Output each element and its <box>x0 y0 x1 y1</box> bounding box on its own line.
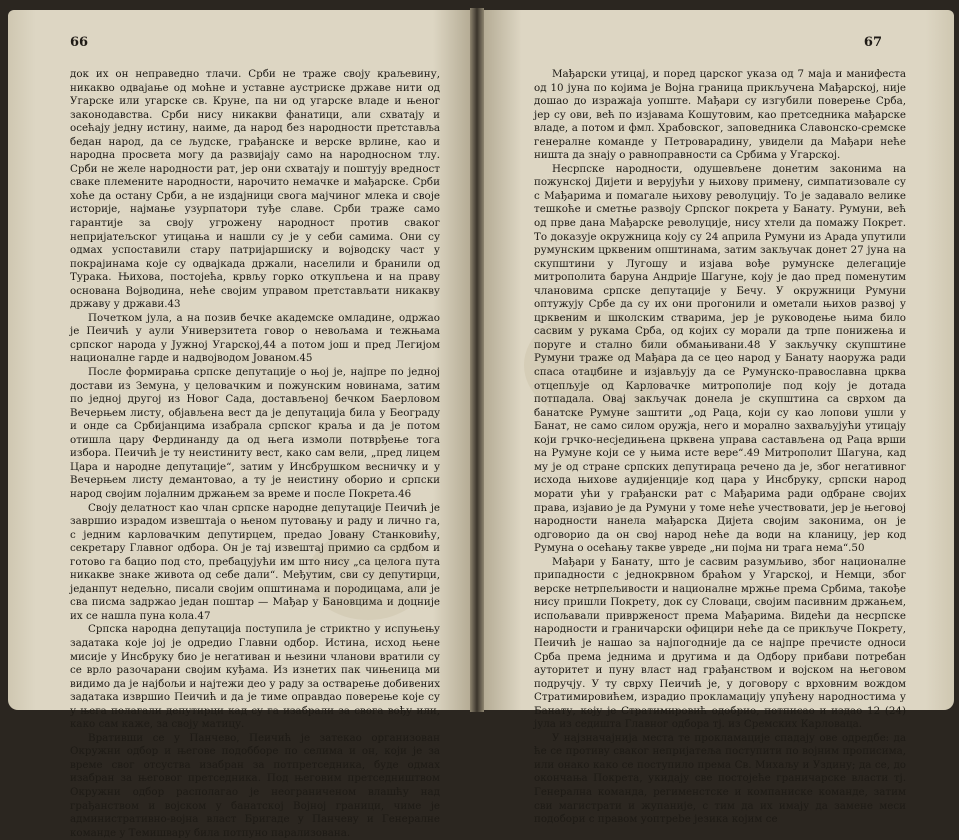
paragraph: У најзначајнија места те прокламације спадају ове одредбе: да ће се противу сваког непријатеља поступити по војним прописима, или онако како се поступило према Св. Михаљу и Уздину; да се, до окончања Покрета, укидају све постојеће граничарске власти тј. Генерална команда, регименстске и компаниске команде, затим сви магистрати и жупаније, с тим да их имају да замене меси подобори с правом уоптреbe језика којим се <box>534 731 906 826</box>
right-page <box>484 10 954 826</box>
book-gutter <box>470 8 484 712</box>
paragraph: Почетком јула, а на позив бечке академске омладине, одржао је Пеичић у аули Универзитета говор о невољама и тежњама српског народа у Јужној Угарској,44 а потом још и пред Легијом националне гарде и надвојводом Јованом.45 <box>70 311 440 365</box>
left-page <box>8 10 470 839</box>
page-number-right: 67 <box>863 35 882 50</box>
paragraph: Мађари у Банату, што је сасвим разумљиво, због националне припадности с једнокрвном браћом у Угарској, и Немци, због верске нетрпељивости и националне мржње према Србима, такође нису пришли Покрету, док су Словаци, својим пасивним држањем, испољавали привржeност према Мађарима. Видећи да несрпске народности и граничарски официри неће да се прикључе Покрету, Пеичић је нашао за најпогодније да се најпре пречисте односи Срба према једнима и другима и да Одбору прибави потребан ауторитет и пуну власт над грађанством и војском на његовом подручју. У ту сврху Пеичић је, у договору с врховним вождом Стратимировићем, израдио прокламацију упућену народностима у Банату, коју је Стратимировић одобрио, потписао и издао 12 (24) јула из седишта Главног одбора тј. из Сремских Карловаца. <box>534 555 906 731</box>
paragraph: После формирања српске депутације о њој је, најпре по једној достави из Земуна, у целовачким и пожунским новинама, затим по једној другој из Новог Сада, достављеној бечком Баерловом Вечерњем листу, објављена вест да је депутација била у Београду и онде са Србијанцима изабрала српског краља и да је потом отишла цару Фердинанду да од њега измоли потврђење тога избора. Пеичић је ту неистиниту вест, како сам вели, „пред лицем Цара и народне депутације“, затим у Инсбрушком весничку и у Вечерњем листу демантовао, а ту је неистину оборио и српски народ својим лојалним држањем за време и после Покрета.46 <box>70 366 440 500</box>
left-page-text <box>70 68 440 840</box>
paragraph: Мађарски утицај, и поред царског указа од 7 маја и манифеста од 10 јуна по којима је Војна граница прикључена Мађарској, није дошао до изражаја уопште. Мађари су изгубили поверење Срба, јер су ови, већ по изјавама Кошутовим, као претседника мађарске владе, а потом и фмл. Храбовског, заповедника Славонско-сремске генералне команде у Петроварадину, увидели да Мађари неће ништа да знају о равноправности са Србима у Угарској. <box>534 68 906 162</box>
paragraph: Српска народна депутација поступила је стриктно у испуњењу задатака које јој је одредио Главни одбор. Истина, исход њене мисије у Инсбруку био је негативан и њезини чланови вратили су се врло разочарани својим куђама. Из изнетих пак чињеница ми видимо да је најбољи и најтежи део у раду за остварење добивених задатака извршио Пеичић и да је тиме оправдао поверење које су у њега полагали депутирци кад су га изабрали за свога вођу или, како сам каже, за своју матицу. <box>70 623 440 731</box>
paragraph: Вративши се у Панчево, Пеичић је затекао организован Окружни одбор и његове подобборе по селима и он, који је за време свог отсуства изабран за потпретседника, буде одмах изабран за његовог претседника. Под његовим претседништвом Окружни одбор располагао је неограниченом влашћу над грађанством и војском у банатској Војној граници, чиме је административно-војна власт Бригаде у Панчеву и Генералне команде у Темишвару била потпуно парализована. <box>70 731 440 839</box>
page-number-left: 66 <box>70 35 89 50</box>
paragraph: Несрпске народности, одушевљене донетим законима на пожунској Дијети и верујући у њихову примену, симпатизовале су с Мађарима и помагале њихову револуцију. То је задавало велике тешкоће и сметње развоју Српског покрета у Банату. Румуни, већ од прве дана Мађарске револуције, нису хтели да помажу Покрет. То доказује окружница коју су 24 априла Румуни из Арада упутили румунским црквеним општинама, затим закључак донет 27 јуна на скупштини у Лугошу и изјава вође румунске делегације митрополита баруна Андрије Шагуне, коју је дао пред поменутим члановима српске депутације у Бечу. У окружници Румуни оптужују Србе да су их они прогонили и ометали њихов развој у црквеним и школским стварима, јер је руководење њима било сасвим у рукама Срба, од којих су морали да трпе понижења и поруге и стално били обмањивани.48 У закључку скупштине Румуни траже од Мађара да се цео народ у Банату наоружа ради спаса отаџбине и изјављују да се Румунско-православна црква отцепљује од Карловачке митрополије под коју је дотада потпадала. Овај закључак донела је скупштина са сврхом да банатске Румуне заштити „од Раца, који су као лопови ушли у Банат, не само силом оружја, него и морално захваљујући утицају који грчко-несједињена црквена управа састављена од Раца врши на Румуне који се у њима исте вере“.49 Митрополит Шагуна, кад му је од стране српских депутираца речено да је, због негативног исхода њихове аудијенције код цара у Инсбруку, српски народ морати ући у грађански рат с Мађарима ради одбране својих права, изјавио је да Румуни у томе неће учествовати, јер је његовој народности нанела мађарска Дијета својим законима, он је одговорио да он свој народ неће да води на кланицу, јер код Румуна о осећању такве увреде „ни појма ни трага нема“.50 <box>534 162 906 555</box>
paragraph: Своју делатност као члан српске народне депутације Пеичић је завршио израдом извештаја о њеном путовању и раду и лично га, с једним карловачким депутирцем, предао Јовану Станковићу, секретару Главног одбора. Он је тај извештај примио са срдбом и готово га бацио под сто, пребацујући им што нису „са целога пута никакве знаке живота од себе дали“. Међутим, сви су депутирци, једанпут недељно, писали својим општинама и породицама, али је сва писма задржао један поштар — Мађар у Бановцима и доцније их се нашла пуна кола.47 <box>70 501 440 622</box>
paragraph: док их он неправедно тлачи. Срби не траже своју краљевину, никакво одвајање од моћне и уставне аустриске државе нити од Угарске или угарске св. Круне, па ни од угарске владе и њеног законодавства. Срби нису никакви фанатици, али схватају и осећају једну истину, наиме, да народ без народности претставља бедан народ, да се људске, грађанске и верске врлине, као и народна просвета могу да развијају само на народносном тлу. Срби не желе народности рат, јер они схватају и поштују вредност свакe племените народности, нарочито немачке и мађарске. Срби хоће да остану Срби, а не издајници свога мајчиног млека и своје историје, најмање узурпатори туђе славе. Срби траже само гарантије за своју угрожену народност против сваког непријатељског утицања и нашли су је у себи самима. Они су одмах успоставили стару патријаршиску и војводску част у покрајинама које су одвајкада држали, населили и бранили од Турака. Њихова, постојећа, крвљу горко откупљена и на праву основана Војводина, неће својим управом претстављати никакву државу у држави.43 <box>70 68 440 311</box>
right-page-text <box>534 68 906 827</box>
